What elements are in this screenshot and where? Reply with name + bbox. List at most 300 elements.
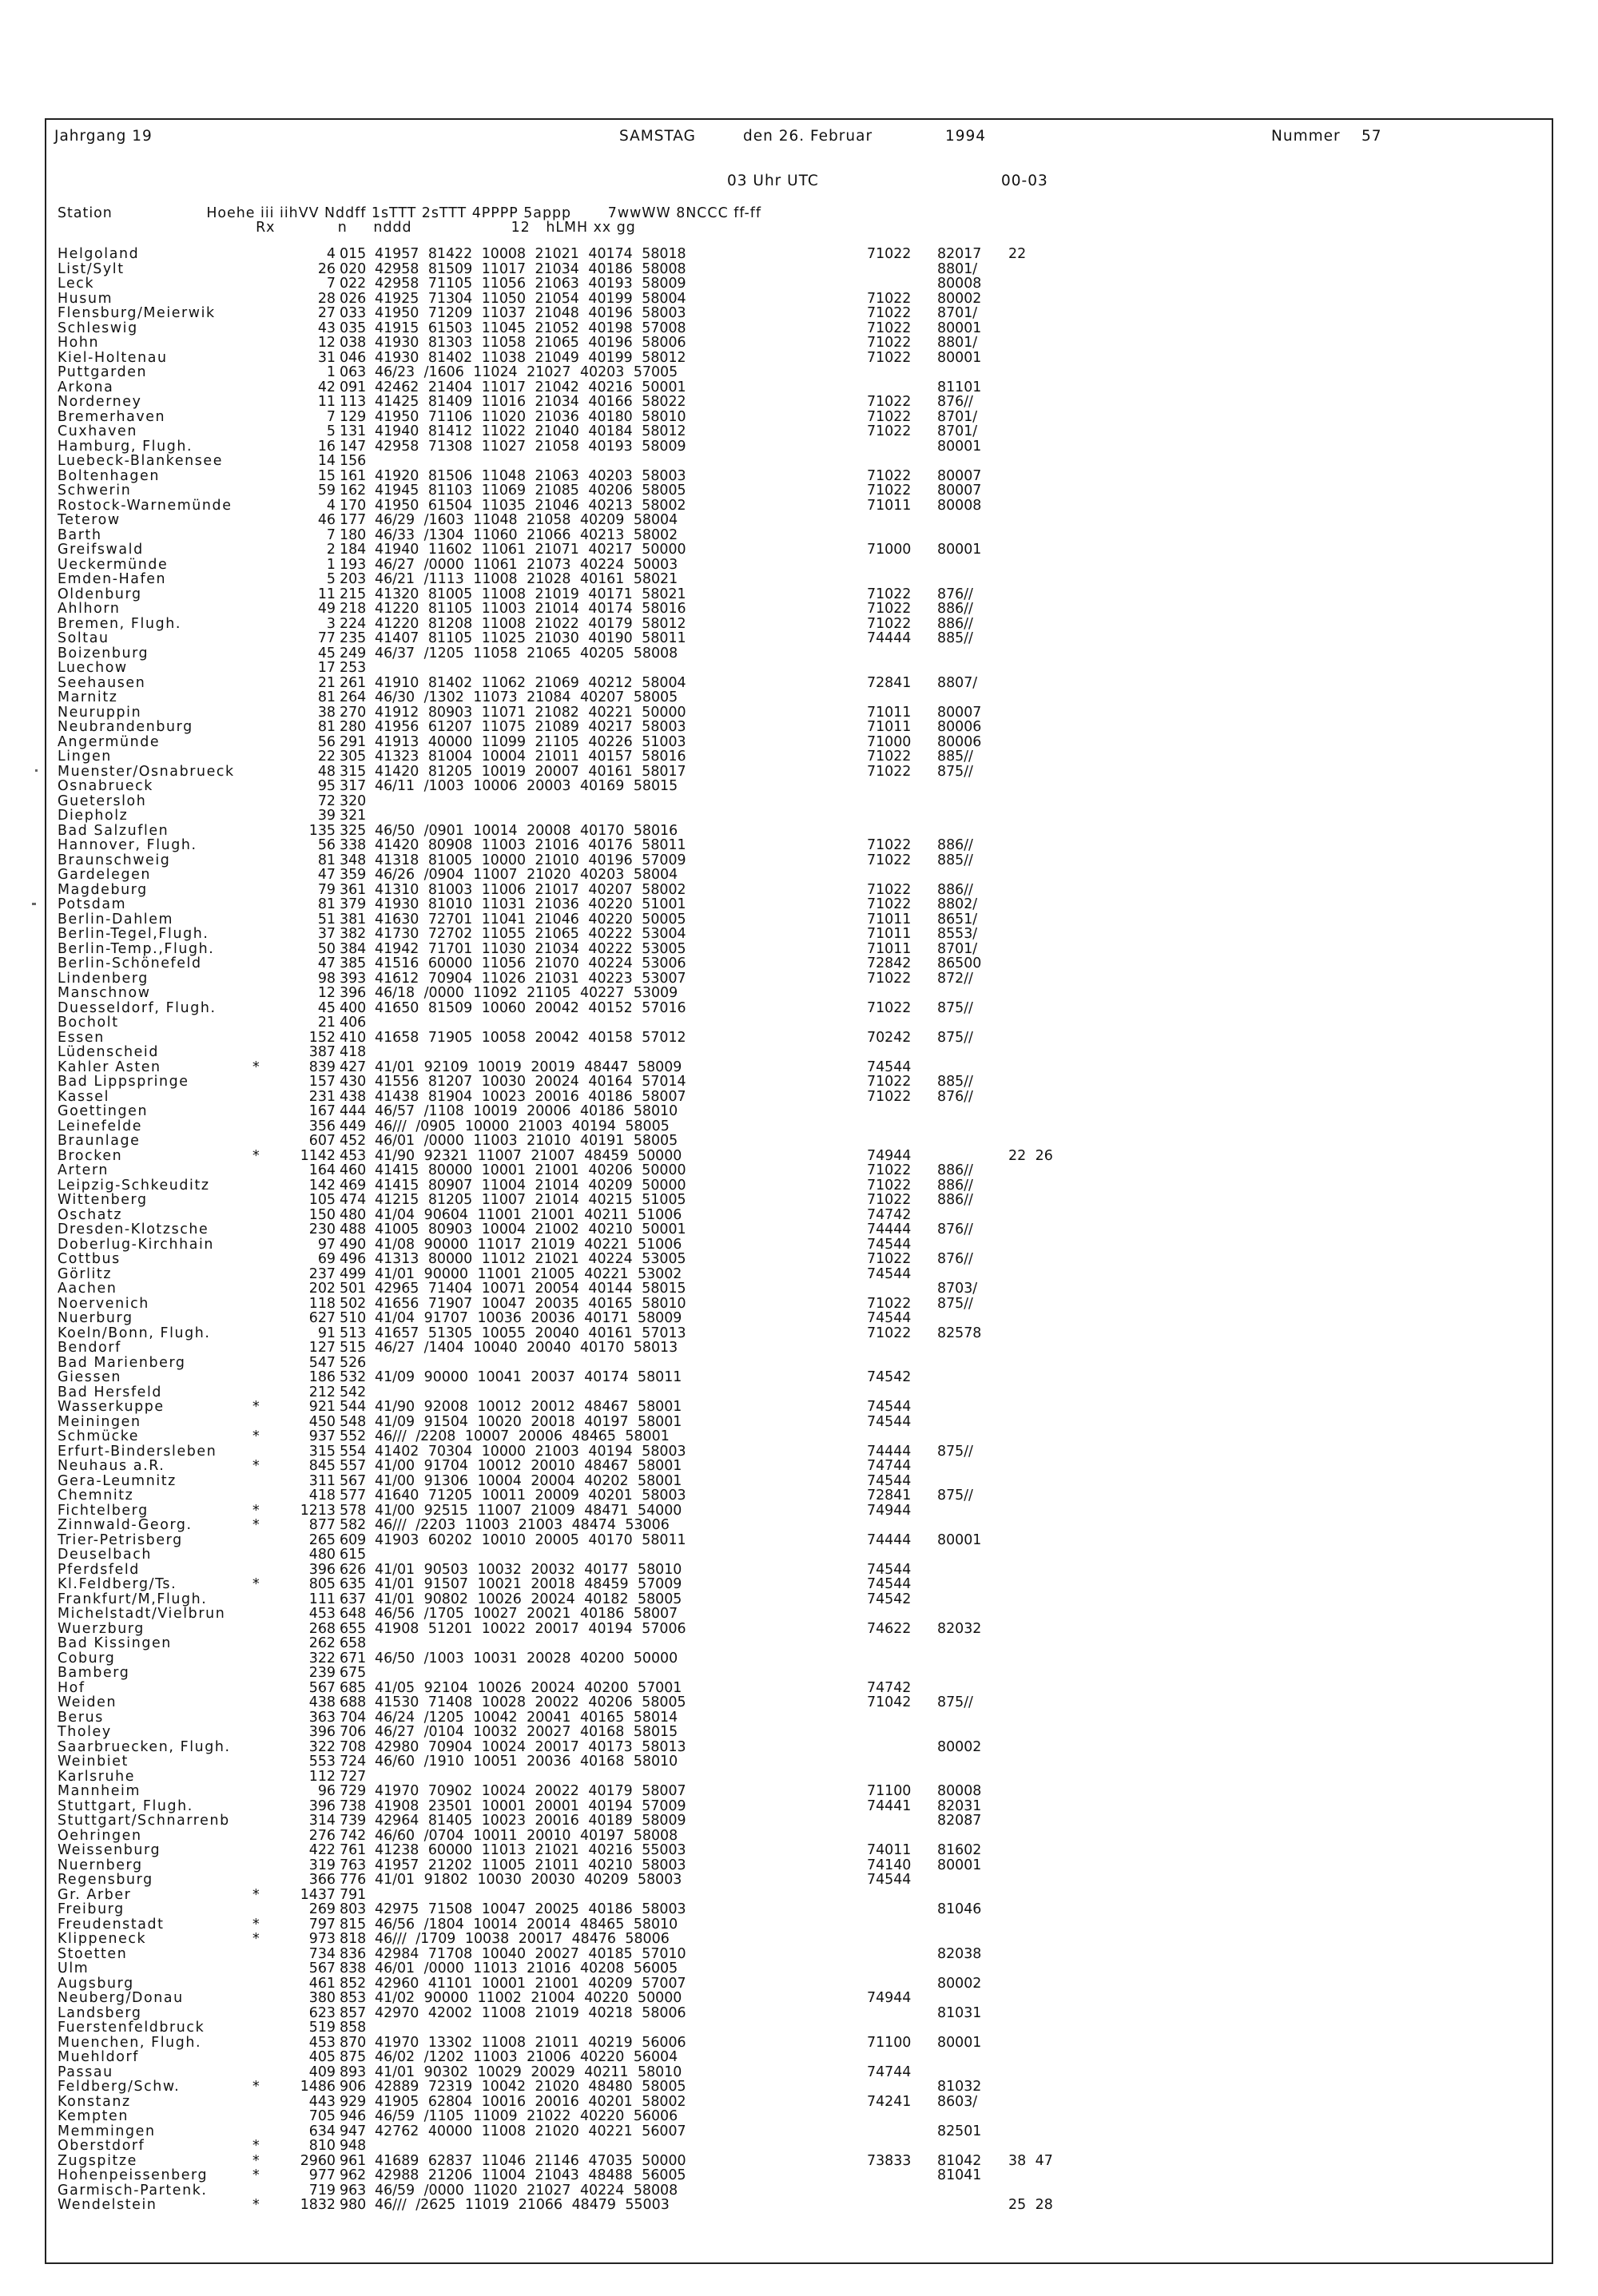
station-height: 1142 xyxy=(300,1147,336,1164)
cloud-group: 876// xyxy=(937,1088,973,1105)
synop-groups: 41/05 92104 10026 20024 40200 57001 xyxy=(375,1679,682,1696)
station-height: 96 xyxy=(317,1783,336,1799)
weather-group: 71000 xyxy=(867,542,912,558)
station-number: 510 xyxy=(340,1310,367,1326)
synop-groups: 41/01 90302 10029 20029 40211 58010 xyxy=(375,2064,682,2080)
weather-group: 71022 xyxy=(867,896,912,912)
cloud-group: 82087 xyxy=(937,1813,982,1829)
synop-groups: 41903 60202 10010 20005 40170 58011 xyxy=(375,1531,686,1548)
synop-groups: 42958 71308 11027 21058 40193 58009 xyxy=(375,438,686,455)
synop-groups: 41/09 91504 10020 20018 40197 58001 xyxy=(375,1413,682,1430)
station-height: 405 xyxy=(308,2049,336,2065)
station-height: 17 xyxy=(317,660,336,676)
station-height: 47 xyxy=(317,867,336,883)
synop-groups: 41970 70902 10024 20022 40179 58007 xyxy=(375,1783,686,1799)
mountain-marker: * xyxy=(252,1916,260,1933)
station-number: 129 xyxy=(340,408,367,425)
synop-groups: 41530 71408 10028 20022 40206 58005 xyxy=(375,1694,686,1710)
synop-groups: 41313 80000 11012 21021 40224 53005 xyxy=(375,1251,686,1267)
station-height: 797 xyxy=(308,1916,336,1933)
station-number: 449 xyxy=(340,1118,367,1134)
mountain-marker: * xyxy=(252,2197,260,2213)
mountain-marker: * xyxy=(252,1931,260,1947)
synop-groups: 41930 81303 11058 21065 40196 58006 xyxy=(375,335,686,351)
station-name: Aachen xyxy=(58,1281,117,1297)
cloud-group: 8703/ xyxy=(937,1281,978,1297)
gust-group: 38 47 xyxy=(1008,2152,1053,2169)
station-number: 615 xyxy=(340,1547,367,1563)
mountain-marker: * xyxy=(252,1059,260,1075)
station-height: 438 xyxy=(308,1694,336,1710)
station-name: Freudenstadt xyxy=(58,1916,165,1933)
station-name: Goettingen xyxy=(58,1103,149,1119)
station-height: 202 xyxy=(308,1281,336,1297)
station-name: Zinnwald-Georg. xyxy=(58,1517,193,1533)
station-name: Augsburg xyxy=(58,1975,134,1992)
cloud-group: 80001 xyxy=(937,320,982,336)
station-number: 180 xyxy=(340,526,367,543)
station-height: 48 xyxy=(317,763,336,780)
station-height: 39 xyxy=(317,808,336,824)
cloud-group: 80001 xyxy=(937,542,982,558)
synop-groups: 46/21 /1113 11008 21028 40161 58021 xyxy=(375,571,678,587)
cloud-group: 8701/ xyxy=(937,940,978,957)
weather-group: 71022 xyxy=(867,586,912,602)
synop-groups: 41310 81003 11006 21017 40207 58002 xyxy=(375,881,686,898)
station-number: 742 xyxy=(340,1827,367,1844)
station-number: 091 xyxy=(340,379,367,395)
station-height: 157 xyxy=(308,1074,336,1090)
station-name: Angermünde xyxy=(58,733,161,750)
weather-group: 71100 xyxy=(867,1783,912,1799)
station-number: 554 xyxy=(340,1443,367,1460)
gust-group: 25 28 xyxy=(1008,2197,1053,2213)
year: 1994 xyxy=(945,128,987,145)
station-number: 253 xyxy=(340,660,367,676)
station-name: Kassel xyxy=(58,1088,110,1105)
synop-groups: 41945 81103 11069 21085 40206 58005 xyxy=(375,483,686,499)
synop-groups: 41402 70304 10000 21003 40194 58003 xyxy=(375,1443,686,1460)
station-height: 396 xyxy=(308,1797,336,1814)
station-height: 95 xyxy=(317,778,336,794)
synop-groups: 41657 51305 10055 20040 40161 57013 xyxy=(375,1325,686,1341)
station-name: Görlitz xyxy=(58,1265,113,1282)
synop-groups: 41640 71205 10011 20009 40201 58003 xyxy=(375,1488,686,1504)
station-number: 637 xyxy=(340,1591,367,1607)
station-height: 977 xyxy=(308,2167,336,2183)
station-height: 164 xyxy=(308,1162,336,1178)
station-height: 937 xyxy=(308,1428,336,1444)
station-number: 338 xyxy=(340,837,367,853)
weather-group: 71022 xyxy=(867,615,912,632)
cloud-group: 81031 xyxy=(937,2004,982,2021)
station-number: 791 xyxy=(340,1886,367,1903)
synop-groups: 46/27 /0104 10032 20027 40168 58015 xyxy=(375,1724,678,1740)
station-number: 280 xyxy=(340,719,367,735)
weather-group: 74544 xyxy=(867,1236,912,1253)
station-height: 150 xyxy=(308,1206,336,1223)
station-number: 474 xyxy=(340,1192,367,1208)
cloud-group: 8801/ xyxy=(937,260,978,277)
synop-groups: 46/59 /0000 11020 21027 40224 58008 xyxy=(375,2182,678,2199)
station-number: 946 xyxy=(340,2108,367,2124)
cloud-group: 876// xyxy=(937,394,973,410)
weather-group: 74544 xyxy=(867,1265,912,1282)
station-number: 218 xyxy=(340,601,367,617)
station-number: 706 xyxy=(340,1724,367,1740)
weather-group: 71022 xyxy=(867,881,912,898)
station-height: 396 xyxy=(308,1724,336,1740)
station-name: Deuselbach xyxy=(58,1547,152,1563)
station-number: 548 xyxy=(340,1413,367,1430)
weather-group: 71022 xyxy=(867,763,912,780)
cloud-group: 80006 xyxy=(937,719,982,735)
weather-group: 71011 xyxy=(867,926,912,942)
station-number: 496 xyxy=(340,1251,367,1267)
station-name: Karlsruhe xyxy=(58,1768,136,1785)
weather-group: 71022 xyxy=(867,423,912,439)
station-height: 810 xyxy=(308,2138,336,2154)
synop-groups: 41/02 90000 11002 21004 40220 50000 xyxy=(375,1990,682,2006)
weather-group: 74444 xyxy=(867,630,912,646)
station-height: 27 xyxy=(317,305,336,321)
synop-groups: 42980 70904 10024 20017 40173 58013 xyxy=(375,1738,686,1755)
station-height: 167 xyxy=(308,1103,336,1119)
station-height: 3 xyxy=(326,615,336,632)
date: den 26. Februar xyxy=(743,128,873,145)
station-name: Hamburg, Flugh. xyxy=(58,438,193,455)
station-name: Wuerzburg xyxy=(58,1620,145,1637)
station-height: 1486 xyxy=(300,2079,336,2095)
station-name: Stoetten xyxy=(58,1945,128,1962)
synop-groups: 41730 72702 11055 21065 40222 53004 xyxy=(375,926,686,942)
station-number: 026 xyxy=(340,290,367,307)
station-name: Klippeneck xyxy=(58,1931,147,1947)
weather-group: 70242 xyxy=(867,1029,912,1046)
station-number: 815 xyxy=(340,1916,367,1933)
station-number: 022 xyxy=(340,276,367,292)
station-height: 921 xyxy=(308,1399,336,1415)
station-name: Wendelstein xyxy=(58,2197,157,2213)
station-height: 453 xyxy=(308,2034,336,2051)
station-height: 31 xyxy=(317,349,336,366)
station-height: 319 xyxy=(308,1857,336,1873)
station-height: 11 xyxy=(317,586,336,602)
synop-groups: 46/33 /1304 11060 21066 40213 58002 xyxy=(375,526,678,543)
station-height: 5 xyxy=(326,423,336,439)
station-number: 382 xyxy=(340,926,367,942)
station-number: 515 xyxy=(340,1340,367,1356)
station-number: 430 xyxy=(340,1074,367,1090)
weather-group: 71011 xyxy=(867,911,912,928)
station-number: 480 xyxy=(340,1206,367,1223)
station-number: 418 xyxy=(340,1044,367,1060)
synop-groups: 42762 40000 11008 21020 40221 56007 xyxy=(375,2123,686,2139)
observation-period: 00-03 xyxy=(1001,173,1048,189)
station-height: 805 xyxy=(308,1576,336,1592)
station-number: 321 xyxy=(340,808,367,824)
station-number: 379 xyxy=(340,896,367,912)
station-height: 59 xyxy=(317,483,336,499)
station-number: 396 xyxy=(340,985,367,1001)
station-name: Noervenich xyxy=(58,1295,149,1312)
cloud-group: 81602 xyxy=(937,1842,982,1858)
station-number: 261 xyxy=(340,674,367,691)
station-number: 532 xyxy=(340,1369,367,1385)
synop-groups: 41220 81105 11003 21014 40174 58016 xyxy=(375,601,686,617)
synop-groups: 46/29 /1603 11048 21058 40209 58004 xyxy=(375,512,678,528)
weather-group: 72842 xyxy=(867,955,912,971)
station-number: 738 xyxy=(340,1797,367,1814)
station-height: 322 xyxy=(308,1738,336,1755)
station-height: 7 xyxy=(326,526,336,543)
weather-group: 71022 xyxy=(867,1325,912,1341)
station-name: Soltau xyxy=(58,630,109,646)
station-height: 186 xyxy=(308,1369,336,1385)
station-height: 839 xyxy=(308,1059,336,1075)
synop-groups: 41420 81205 10019 20007 40161 58017 xyxy=(375,763,686,780)
station-number: 385 xyxy=(340,955,367,971)
station-name: Mannheim xyxy=(58,1783,141,1799)
station-name: Bad Lippspringe xyxy=(58,1074,189,1090)
station-number: 648 xyxy=(340,1606,367,1622)
cloud-group: 80008 xyxy=(937,1783,982,1799)
cloud-group: 886// xyxy=(937,1177,973,1194)
synop-groups: 42964 81405 10023 20016 40189 58009 xyxy=(375,1813,686,1829)
station-number: 499 xyxy=(340,1265,367,1282)
synop-groups: 41318 81005 10000 21010 40196 57009 xyxy=(375,852,686,868)
synop-groups: 41/01 92109 10019 20019 48447 58009 xyxy=(375,1059,682,1075)
cloud-group: 81046 xyxy=(937,1901,982,1917)
station-number: 729 xyxy=(340,1783,367,1799)
station-name: Kahler Asten xyxy=(58,1059,161,1075)
station-number: 582 xyxy=(340,1517,367,1533)
scan-mark xyxy=(35,769,38,772)
cloud-group: 81101 xyxy=(937,379,982,395)
station-height: 322 xyxy=(308,1650,336,1666)
station-name: Fichtelberg xyxy=(58,1502,149,1519)
weather-group: 71022 xyxy=(867,483,912,499)
station-height: 1832 xyxy=(300,2197,336,2213)
station-name: Stuttgart/Schnarrenb xyxy=(58,1813,230,1829)
weather-group: 74744 xyxy=(867,2064,912,2080)
weather-group: 74241 xyxy=(867,2093,912,2110)
synop-groups: 41/01 90503 10032 20032 40177 58010 xyxy=(375,1561,682,1578)
station-name: Neuruppin xyxy=(58,704,142,721)
nummer-value: 57 xyxy=(1361,128,1382,145)
station-height: 4 xyxy=(326,497,336,514)
station-number: 113 xyxy=(340,394,367,410)
station-number: 557 xyxy=(340,1458,367,1474)
station-height: 1 xyxy=(326,556,336,573)
synop-groups: 41/04 90604 11001 21001 40211 51006 xyxy=(375,1206,682,1223)
station-height: 1213 xyxy=(300,1502,336,1519)
station-height: 21 xyxy=(317,1015,336,1031)
synop-groups: 46/56 /1804 10014 20014 48465 58010 xyxy=(375,1916,678,1933)
synop-groups: 41/00 92515 11007 21009 48471 54000 xyxy=(375,1502,682,1519)
station-name: Dresden-Klotzsche xyxy=(58,1221,209,1237)
cloud-group: 8701/ xyxy=(937,423,978,439)
station-name: Konstanz xyxy=(58,2093,131,2110)
synop-groups: 41/01 91802 10030 20030 40209 58003 xyxy=(375,1872,682,1888)
station-number: 658 xyxy=(340,1635,367,1651)
station-name: Muehldorf xyxy=(58,2049,139,2065)
weather-group: 74544 xyxy=(867,1472,912,1489)
station-height: 45 xyxy=(317,999,336,1016)
weather-group: 73833 xyxy=(867,2152,912,2169)
mountain-marker: * xyxy=(252,1576,260,1592)
mountain-marker: * xyxy=(252,2079,260,2095)
station-name: Luechow xyxy=(58,660,128,676)
cloud-group: 885// xyxy=(937,852,973,868)
synop-groups: 41940 81412 11022 21040 40184 58012 xyxy=(375,423,686,439)
synop-groups: 41658 71905 10058 20042 40158 57012 xyxy=(375,1029,686,1046)
synop-groups: 46/23 /1606 11024 21027 40203 57005 xyxy=(375,364,678,380)
synop-groups: 41925 71304 11050 21054 40199 58004 xyxy=(375,290,686,307)
cloud-group: 82501 xyxy=(937,2123,982,2139)
station-number: 015 xyxy=(340,246,367,262)
station-number: 818 xyxy=(340,1931,367,1947)
weather-group: 71022 xyxy=(867,246,912,262)
station-name: Leipzig-Schkeuditz xyxy=(58,1177,210,1194)
station-height: 56 xyxy=(317,837,336,853)
weather-group: 72841 xyxy=(867,1488,912,1504)
station-number: 803 xyxy=(340,1901,367,1917)
synop-groups: 46/37 /1205 11058 21065 40205 58008 xyxy=(375,645,678,661)
station-number: 609 xyxy=(340,1531,367,1548)
weather-group: 71022 xyxy=(867,852,912,868)
station-name: Doberlug-Kirchhain xyxy=(58,1236,215,1253)
station-height: 973 xyxy=(308,1931,336,1947)
synop-groups: 42988 21206 11004 21043 48488 56005 xyxy=(375,2167,686,2183)
station-number: 161 xyxy=(340,467,367,484)
station-height: 12 xyxy=(317,985,336,1001)
station-number: 708 xyxy=(340,1738,367,1755)
synop-groups: 41415 80907 11004 21014 40209 50000 xyxy=(375,1177,686,1194)
station-height: 81 xyxy=(317,852,336,868)
synop-groups: 41913 40000 11099 21105 40226 51003 xyxy=(375,733,686,750)
synop-groups: 41438 81904 10023 20016 40186 58007 xyxy=(375,1088,686,1105)
column-headers: Station Hoehe iii iihVV Nddff 1sTTT 2sTTT 4PPPP 5appp 7wwWW 8NCCC ff-ff xyxy=(58,205,762,221)
weather-group: 74544 xyxy=(867,1399,912,1415)
cloud-group: 80001 xyxy=(937,349,982,366)
station-height: 422 xyxy=(308,1842,336,1858)
gust-group: 22 26 xyxy=(1008,1147,1053,1164)
weather-group: 71022 xyxy=(867,837,912,853)
station-number: 502 xyxy=(340,1295,367,1312)
weather-group: 71022 xyxy=(867,999,912,1016)
cloud-group: 80002 xyxy=(937,1975,982,1992)
station-height: 453 xyxy=(308,1606,336,1622)
synop-groups: 46/18 /0000 11092 21105 40227 53009 xyxy=(375,985,678,1001)
station-height: 15 xyxy=(317,467,336,484)
station-number: 317 xyxy=(340,778,367,794)
weather-group: 71100 xyxy=(867,2034,912,2051)
station-height: 314 xyxy=(308,1813,336,1829)
nummer-label: Nummer xyxy=(1271,128,1341,145)
station-name: Weiden xyxy=(58,1694,117,1710)
station-number: 513 xyxy=(340,1325,367,1341)
cloud-group: 82578 xyxy=(937,1325,982,1341)
station-name: Coburg xyxy=(58,1650,116,1666)
station-name: Schmücke xyxy=(58,1428,140,1444)
weather-group: 74622 xyxy=(867,1620,912,1637)
station-height: 396 xyxy=(308,1561,336,1578)
station-number: 906 xyxy=(340,2079,367,2095)
station-name: Erfurt-Bindersleben xyxy=(58,1443,217,1460)
station-name: Garmisch-Partenk. xyxy=(58,2182,208,2199)
synop-groups: 46/// /1709 10038 20017 48476 58006 xyxy=(375,1931,670,1947)
station-name: Brocken xyxy=(58,1147,123,1164)
cloud-group: 82032 xyxy=(937,1620,982,1637)
station-height: 112 xyxy=(308,1768,336,1785)
station-name: Nuernberg xyxy=(58,1857,143,1873)
cloud-group: 875// xyxy=(937,1443,973,1460)
station-name: Duesseldorf, Flugh. xyxy=(58,999,217,1016)
weather-group: 74441 xyxy=(867,1797,912,1814)
station-height: 37 xyxy=(317,926,336,942)
station-name: Osnabrueck xyxy=(58,778,153,794)
station-name: Kempten xyxy=(58,2108,129,2124)
station-name: Norderney xyxy=(58,394,142,410)
station-height: 5 xyxy=(326,571,336,587)
station-number: 761 xyxy=(340,1842,367,1858)
station-number: 688 xyxy=(340,1694,367,1710)
station-height: 845 xyxy=(308,1458,336,1474)
station-number: 542 xyxy=(340,1384,367,1400)
station-name: Gardelegen xyxy=(58,867,152,883)
weather-group: 71011 xyxy=(867,497,912,514)
station-height: 45 xyxy=(317,645,336,661)
station-number: 567 xyxy=(340,1472,367,1489)
station-name: List/Sylt xyxy=(58,260,125,277)
cloud-group: 875// xyxy=(937,763,973,780)
station-number: 838 xyxy=(340,1960,367,1976)
station-name: Lindenberg xyxy=(58,970,149,987)
mountain-marker: * xyxy=(252,1502,260,1519)
station-height: 142 xyxy=(308,1177,336,1194)
station-number: 469 xyxy=(340,1177,367,1194)
station-name: Berlin-Dahlem xyxy=(58,911,174,928)
station-height: 77 xyxy=(317,630,336,646)
station-height: 553 xyxy=(308,1754,336,1770)
synop-groups: 41/90 92321 11007 21007 48459 50000 xyxy=(375,1147,682,1164)
station-height: 443 xyxy=(308,2093,336,2110)
station-height: 46 xyxy=(317,512,336,528)
weather-group: 71011 xyxy=(867,940,912,957)
mountain-marker: * xyxy=(252,1458,260,1474)
cloud-group: 8553/ xyxy=(937,926,978,942)
weather-group: 71011 xyxy=(867,704,912,721)
station-height: 387 xyxy=(308,1044,336,1060)
station-name: Saarbruecken, Flugh. xyxy=(58,1738,231,1755)
synop-groups: 41238 60000 11013 21021 40216 55003 xyxy=(375,1842,686,1858)
station-number: 578 xyxy=(340,1502,367,1519)
synop-groups: 41/01 90802 10026 20024 40182 58005 xyxy=(375,1591,682,1607)
station-number: 853 xyxy=(340,1990,367,2006)
synop-groups: 41956 61207 11075 21089 40217 58003 xyxy=(375,719,686,735)
station-height: 7 xyxy=(326,276,336,292)
station-name: Bocholt xyxy=(58,1015,119,1031)
mountain-marker: * xyxy=(252,1399,260,1415)
station-height: 26 xyxy=(317,260,336,277)
station-name: Trier-Petrisberg xyxy=(58,1531,183,1548)
station-number: 235 xyxy=(340,630,367,646)
synop-groups: 46/// /2203 11003 21003 48474 53006 xyxy=(375,1517,670,1533)
synop-groups: 42984 71708 10040 20027 40185 57010 xyxy=(375,1945,686,1962)
cloud-group: 885// xyxy=(937,749,973,765)
station-name: Cuxhaven xyxy=(58,423,137,439)
